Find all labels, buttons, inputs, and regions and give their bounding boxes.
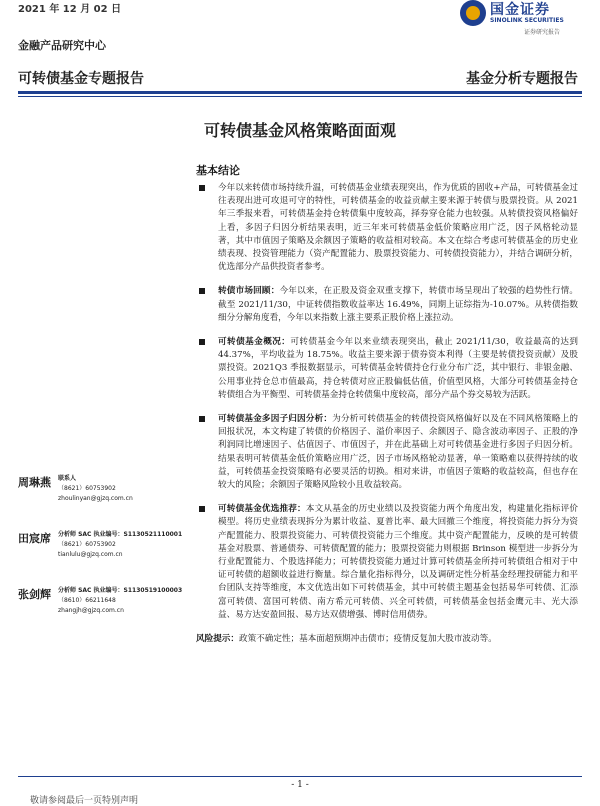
analyst-phone: （8621）60753902 xyxy=(58,485,116,492)
report-date: 2021 年 12 月 02 日 xyxy=(18,4,122,15)
report-kind: 基金分析专题报告 xyxy=(466,71,578,87)
analyst-phone: （8621）60753902 xyxy=(58,541,116,548)
risk-text: 政策不确定性；基本面超预期冲击债市；疫情反复加大股市波动等。 xyxy=(238,634,497,645)
analyst-email[interactable]: tianlulu@gjzq.com.cn xyxy=(58,551,123,558)
bullet-text: 今年以来转债市场持续升温，可转债基金业绩表现突出，作为优质的固收+产品，可转债基金过往表现出进可攻退可守的特性，可转债基金的收益贡献主要来源于转债与股票投资。从 2021 年三季报来看，可转债基金持仓转债集中度较高，择券穿仓能力也较强。从转债投资风格偏好上看，多因子归因分析结果表明，近三年来可转债基金低价策略应用广泛，因子风格轮动显著，其中市值因子策略及余额因子策略的收益相对较高。本文在综合考虑可转债基金的历史业绩表现、投资管理能力（资产配置能力、股票投资能力、可转债投资能力），并结合调研分析，优选部分产品供投资者参考。 xyxy=(218,183,578,273)
bullet-lead: 转债市场回顾： xyxy=(218,286,280,297)
section-heading: 基本结论 xyxy=(196,164,240,177)
footer-note: 敬请参阅最后一页特别声明 xyxy=(30,796,139,806)
analyst-panel xyxy=(18,474,190,642)
analyst-name: 周琳燕 xyxy=(18,476,51,489)
analyst-name: 田宸席 xyxy=(18,532,51,545)
list-item xyxy=(196,503,578,622)
analyst-email[interactable]: zhoulinyan@gjzq.com.cn xyxy=(58,495,133,502)
list-item xyxy=(196,182,578,274)
bullet-text: 为分析可转债基金的转债投资风格偏好以及在不同风格策略上的回报状况，本文构建了转债的价格因子、溢价率因子、余额因子、隐含波动率因子、正股的净利润同比增速因子、估值因子、市值因子，并在此基础上对可转债基金进行多因子归因分析。结果表明可转债基金低价策略应用广泛，因子市场风格轮动显著，单一策略难以获得持续的收益，可转债基金投资策略有必要灵活的切换。相对来讲，市值因子策略的收益较高，但也存在较大的风险；余额因子策略风险较小且收益较高。 xyxy=(218,414,578,491)
logo-name-en: SINOLINK SECURITIES xyxy=(490,17,564,24)
list-item xyxy=(196,413,578,492)
bullet-lead: 可转债基金概况： xyxy=(218,337,291,348)
analyst-phone: （8610）66211648 xyxy=(58,597,116,604)
bullet-lead: 可转债基金多因子归因分析： xyxy=(218,414,333,425)
list-item xyxy=(196,285,578,325)
footer-rule xyxy=(18,776,582,777)
bullet-lead: 可转债基金优选推荐： xyxy=(218,504,306,515)
bullet-text: 可转债基金今年以来业绩表现突出，截止 2021/11/30，收益最高的达到 44.37%，平均收益为 18.75%。收益主要来源于债券资本利得（主要是转债投资贡献）及股票投资。2021Q3 季报数据显示，可转债基金转债持仓行业分布广泛，其中银行、非银金融、公用事业持仓总市值最高，持仓转债对应正股偏低估值，价值型风格，大部分可转债基金持仓转债组合为平衡型、可转债基金持仓转债集中度较高，部分产品个券交易较为活跃。 xyxy=(218,337,578,400)
department-name: 金融产品研究中心 xyxy=(18,39,106,52)
list-item xyxy=(196,336,578,402)
bullet-square-icon xyxy=(199,288,205,294)
bullet-square-icon xyxy=(199,339,205,345)
bullet-square-icon xyxy=(199,506,205,512)
page-number: - 1 - xyxy=(291,780,309,790)
analyst-card xyxy=(18,474,190,518)
page-title: 可转债基金风格策略面面观 xyxy=(203,121,396,140)
bullet-text: 今年以来，在正股及资金双重支撑下，转债市场呈现出了较强的趋势性行情。截至 2021/11/30，中证转债指数收益率达 16.49%，同期上证综指为-10.07%。从转债指数细分分解角度看，今年以来指数上涨主要系正股价格上涨拉动。 xyxy=(218,286,578,323)
bullet-square-icon xyxy=(199,416,205,422)
header-rule-thin xyxy=(18,96,582,97)
analyst-card xyxy=(18,586,190,630)
analyst-info xyxy=(58,530,190,560)
bullet-text: 本文从基金的历史业绩以及投资能力两个角度出发，构建量化指标评价模型。将历史业绩表现拆分为累计收益、夏普比率、最大回撤三个维度，将投资能力拆分为资产配置能力、股票投资能力、可转债投资能力三个维度。其中资产配置能力，反映的是可转债基金对股票、普通债券、可转债配置的能力；股票投资能力则根据 Brinson 模型进一步拆分为行业配置能力、个股选择能力；可转债投资能力通过计算可转债基金所持可转债组合相对于中证可转债的超额收益进行衡量。综合量化指标得分，以及调研定性分析基金经理投研能力和平台团队支持等维度，本文优选出如下可转债基金，其中可转债主题基金包括易华可转债、汇添富可转债、富国可转债、南方希元可转债、兴全可转债，可转债基金包括金鹰元丰、光大添益、易方达安盈回报、易方达双债增强、博时信用债券。 xyxy=(218,504,578,620)
logo-tagline: 证券研究报告 xyxy=(524,29,561,36)
company-logo xyxy=(460,0,590,40)
analyst-info xyxy=(58,474,190,504)
analyst-card xyxy=(18,530,190,574)
analyst-role: 联系人 xyxy=(58,475,77,482)
analyst-role: 分析师 SAC 执业编号：S1130519100003 xyxy=(58,587,183,594)
analyst-email[interactable]: zhangjh@gjzq.com.cn xyxy=(58,607,124,614)
risk-warning xyxy=(196,633,578,646)
bullet-square-icon xyxy=(199,185,205,191)
analyst-name: 张剑辉 xyxy=(18,588,51,601)
logo-name-cn: 国金证券 xyxy=(490,2,550,18)
report-type: 可转债基金专题报告 xyxy=(18,71,144,87)
analyst-role: 分析师 SAC 执业编号：S1130521110001 xyxy=(58,531,183,538)
header-rule xyxy=(18,91,582,94)
risk-lead: 风险提示： xyxy=(196,634,239,645)
logo-mark-icon xyxy=(460,0,486,26)
conclusions-list xyxy=(196,182,578,646)
analyst-info xyxy=(58,586,190,616)
